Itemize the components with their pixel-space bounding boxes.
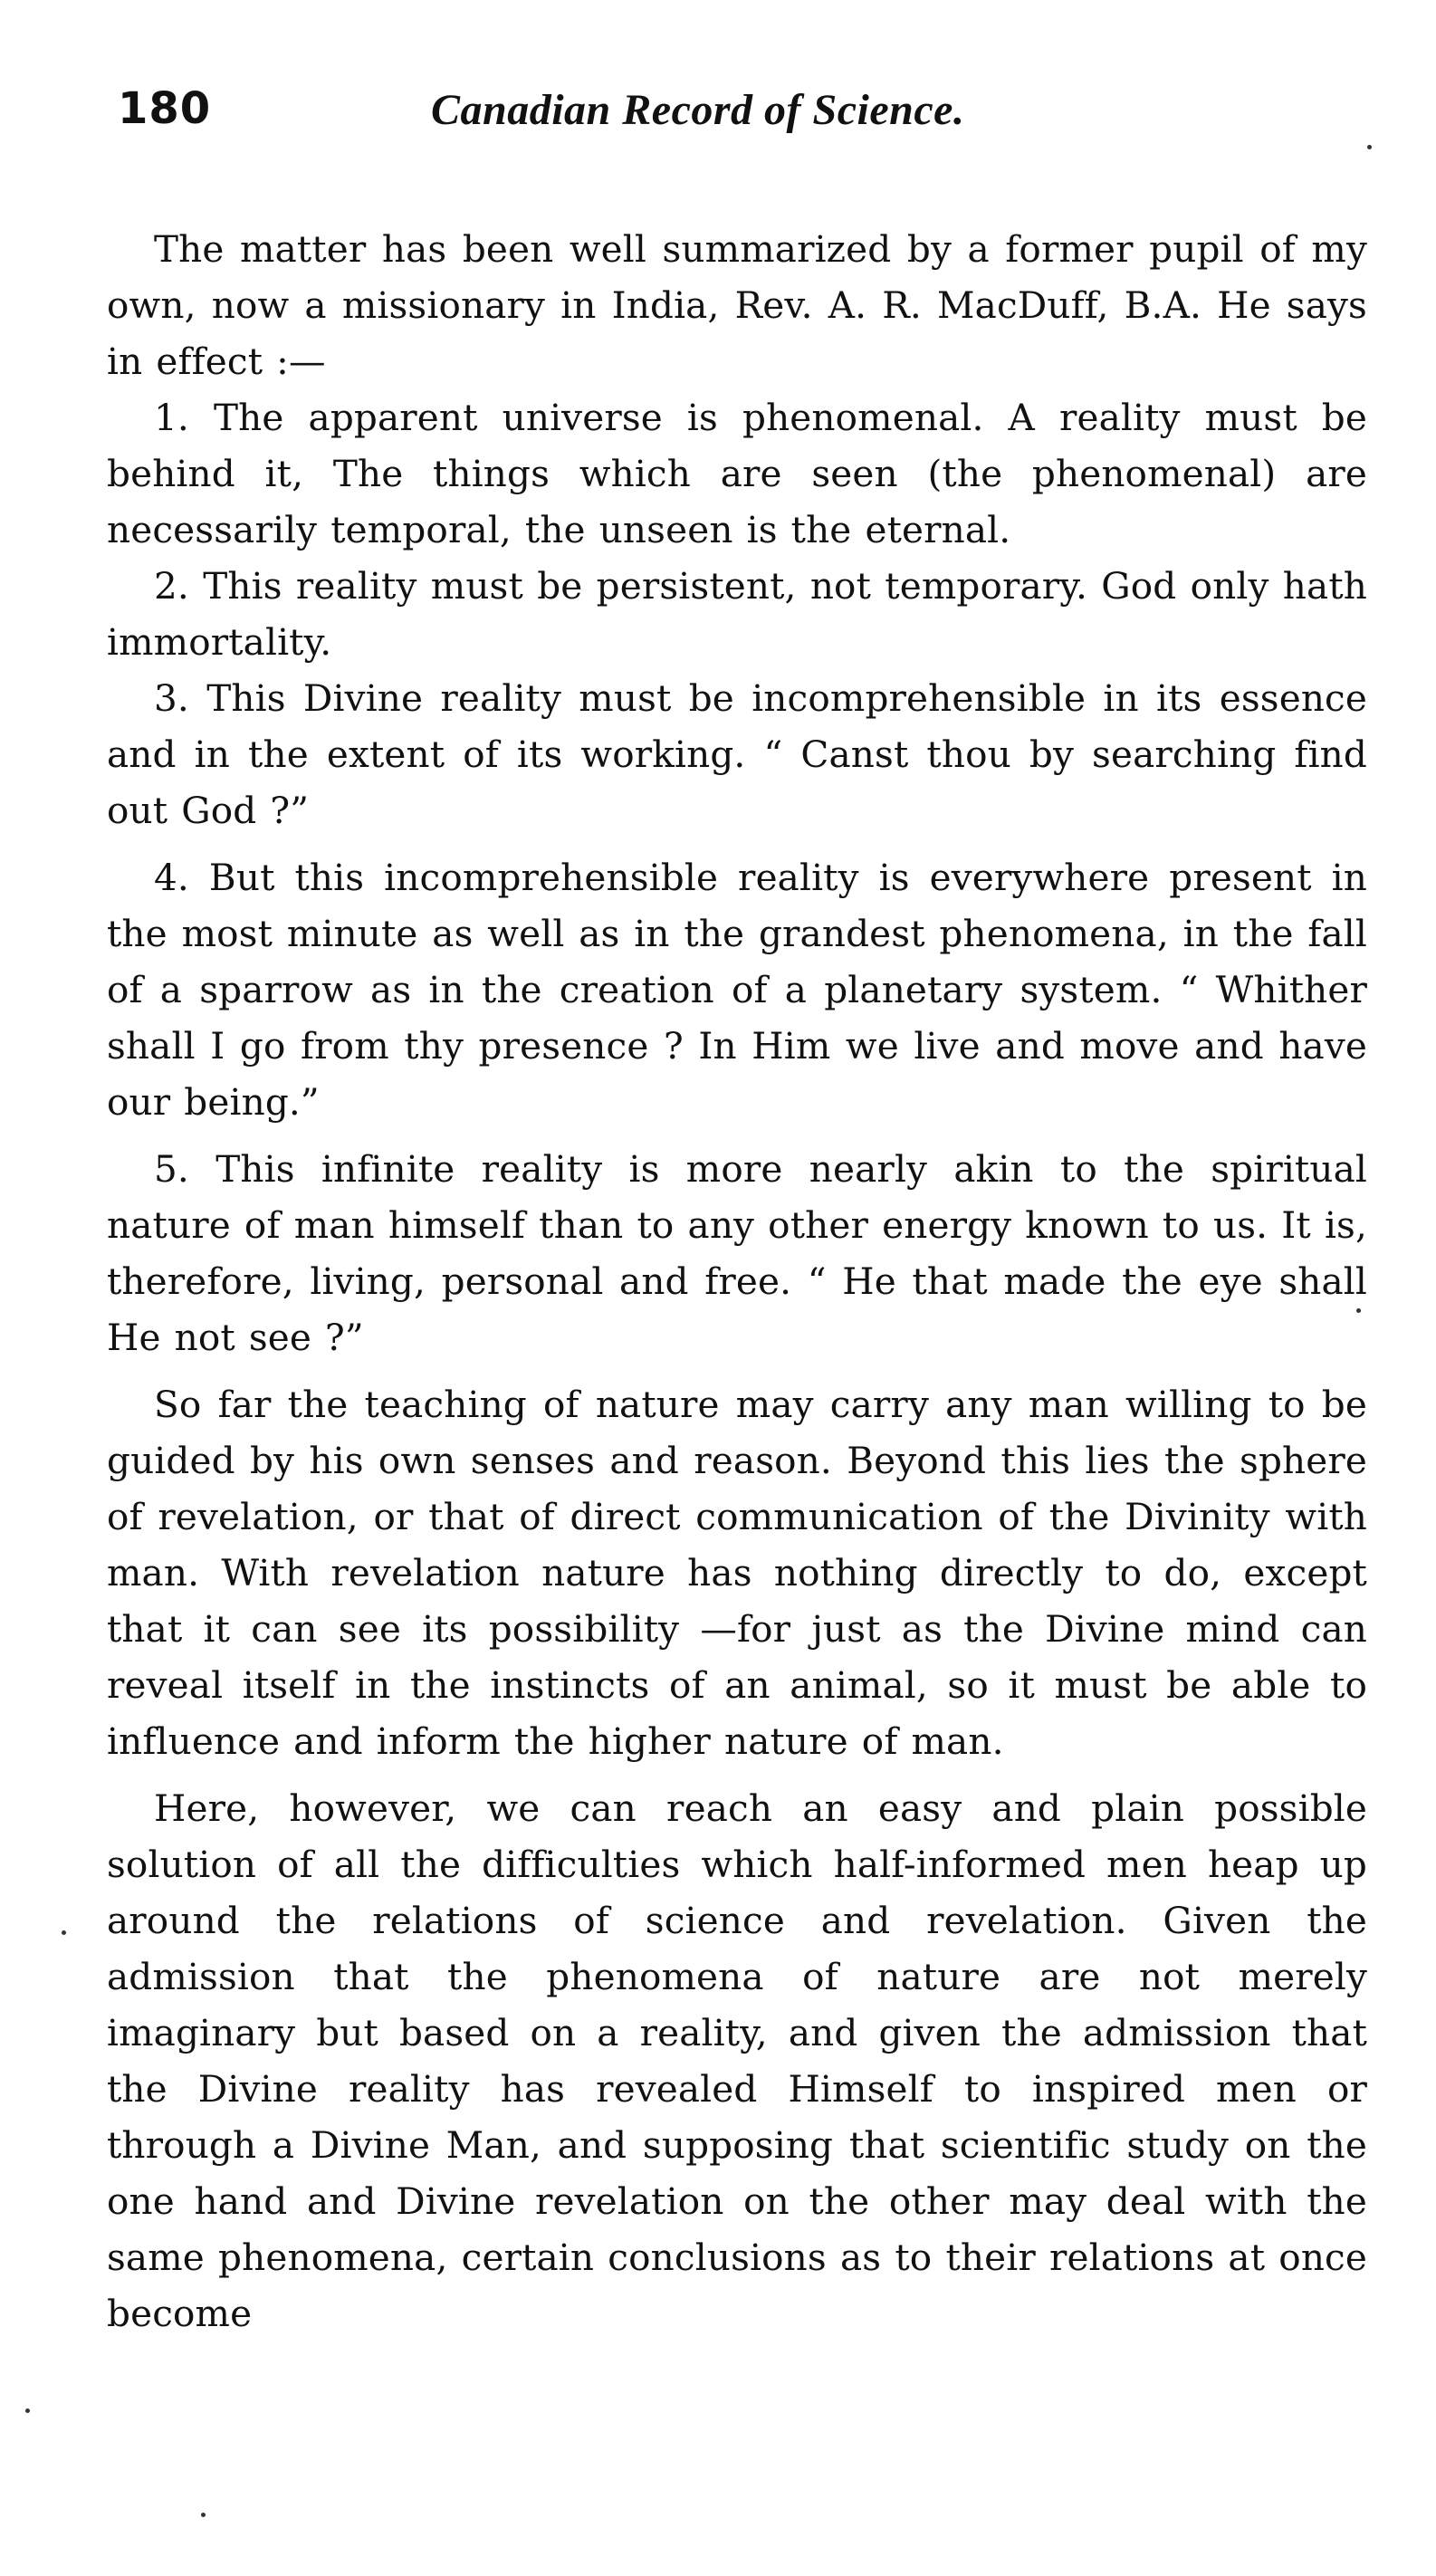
paragraph-science-revelation: Here, however, we can reach an easy and plain possible solution of all the difficulties which half-informed men heap up around the relations of science and revelation. Given the admission that the phenomena of nature are not merely imaginary but based on a reality, and given the admission that the Divine reality has revealed Himself to inspired men or through a Divine Man, and supposing that scientific study on the one hand and Divine revelation on the other may deal with the same phenomena, certain conclusions as to their relations at once become [107,1786,1367,2335]
journal-title: Canadian Record of Science. [431,86,965,134]
paragraph-point-3: 3. This Divine reality must be incomprehensible in its essence and in the extent of its working. “ Canst thou by searching find out God ?” [107,676,1367,832]
body-text [107,221,1367,2341]
paragraph-point-5: 5. This infinite reality is more nearly akin to the spiritual nature of man himself than to any other energy known to us. It is, therefore, living, personal and free. “ He that made the eye shall He not see ?” [107,1147,1367,1359]
paragraph-point-2: 2. This reality must be persistent, not temporary. God only hath immortality. [107,564,1367,664]
running-head [107,83,1367,156]
paragraph-nature-teaching: So far the teaching of nature may carry any man willing to be guided by his own senses and reason. Beyond this lies the sphere of revelation, or that of direct communication of the Divinity with man. With revelation nature has nothing directly to do, except that it can see its possibility —for just as the Divine mind can reveal itself in the instincts of an animal, so it must be able to influence and inform the higher nature of man. [107,1383,1367,1763]
print-speck [1367,145,1372,149]
print-speck [62,1930,66,1935]
book-page [107,83,1367,2341]
paragraph-point-1: 1. The apparent universe is phenomenal. A reality must be behind it, The things which are seen (the phenomenal) are necessarily temporal, the unseen is the eternal. [107,396,1367,551]
paragraph-point-4: 4. But this incomprehensible reality is everywhere present in the most minute as well as in the grandest phenomena, in the fall of a sparrow as in the creation of a planetary system. “ Whither shall I go from thy presence ? In Him we live and move and have our being.” [107,856,1367,1124]
page-number: 180 [118,83,212,134]
print-speck [201,2513,206,2517]
print-speck [25,2408,30,2413]
paragraph-intro: The matter has been well summarized by a former pupil of my own, now a missionary in India, Rev. A. R. MacDuff, B.A. He says in effect :— [107,227,1367,383]
print-speck [1356,1308,1361,1313]
